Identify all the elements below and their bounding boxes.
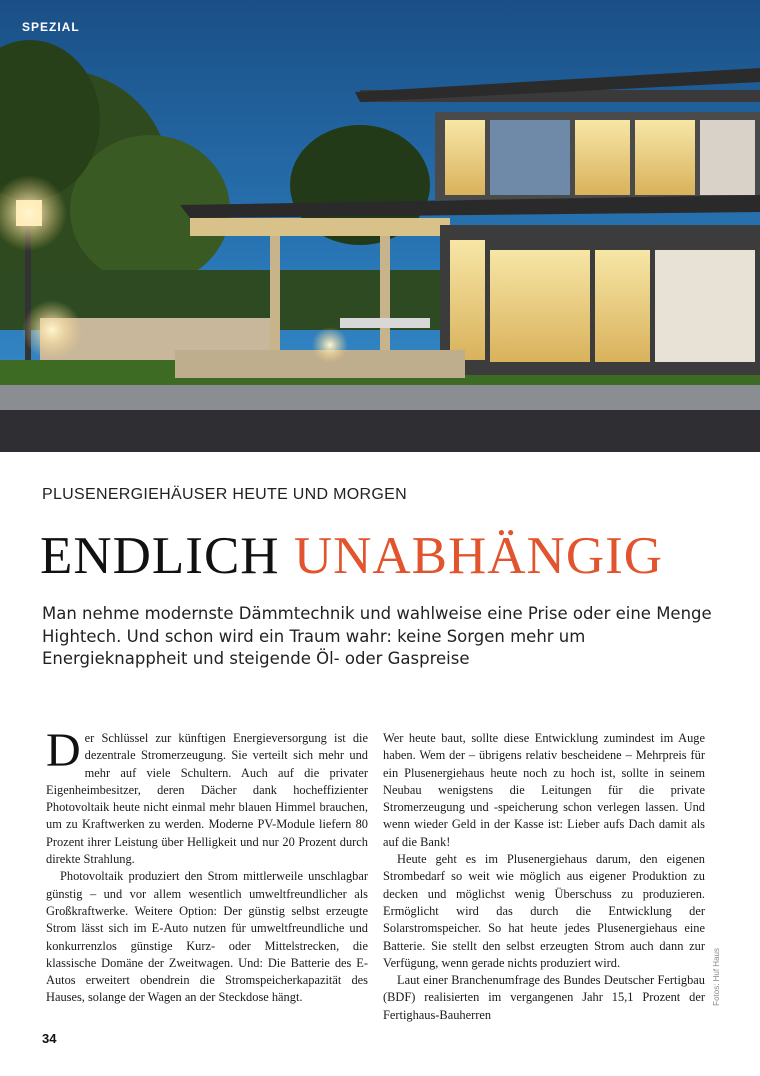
hero-photo xyxy=(0,0,760,452)
house-illustration xyxy=(0,0,760,452)
title-part-2: UNABHÄNGIG xyxy=(293,527,664,585)
text-column-2 xyxy=(383,730,705,1024)
title-part-1: ENDLICH xyxy=(40,527,280,585)
paragraph xyxy=(46,724,368,868)
photo-credit: Fotos: Huf Haus xyxy=(712,948,721,1006)
paragraph: Laut einer Branchenumfrage des Bundes Deutscher Fertigbau (BDF) realisierten im vergangenen Jahr 15,1 Prozent der Fertighaus-Bauherren xyxy=(383,973,705,1022)
paragraph: Wer heute baut, sollte diese Entwicklung zumindest im Auge haben. Wem der – übrigens relativ bescheidene – Mehrpreis für ein Plusenergiehaus heute noch zu hoch ist, sollte in seinem Neubau wenigstens die Leitungen für die private Stromerzeugung und -speicherung schon verlegen lassen. Und wenn wieder Geld in der Kasse ist: Lieber aufs Dach damit als auf die Bank! xyxy=(383,731,705,849)
text-column-1 xyxy=(46,724,368,1007)
article-lead: Man nehme modernste Dämmtechnik und wahlweise eine Prise oder eine Menge Hightech. Und schon wird ein Traum wahr: keine Sorgen mehr um Energieknappheit und steigende Öl- oder Gaspreise xyxy=(42,604,712,668)
page-number: 34 xyxy=(42,1031,57,1046)
article-title xyxy=(40,526,663,586)
drop-cap: D xyxy=(46,724,81,777)
paragraph-text: er Schlüssel zur künftigen Energieversorgung ist die dezentrale Stromerzeugung. Sie verteilt sich mehr und mehr auf viele Schultern. Auch auf die privater Eigenheimbesitzer, deren Dächer dank hocheffizienter Photovoltaik heute nicht einmal mehr blauen Himmel brauchen, um zu Kraftwerken zu werden. Moderne PV-Module liefern 80 Prozent ihrer Leistung über Helligkeit und nur 20 Prozent durch direkte Strahlung. xyxy=(46,731,368,867)
paragraph: Photovoltaik produziert den Strom mittlerweile unschlagbar günstig – und vor allem wesentlich umweltfreundlicher als Großkraftwerke. Weitere Option: Der günstig selbst erzeugte Strom lässt sich im E-Auto nutzen für umweltfreundliche und konkurrenzlos günstige Kurz- oder Mittelstrecken, die klassische Domäne der Zweitwagen. Und: Die Batterie des E-Autos erweitert obendrein die Stromspeicherkapazität des Hauses, solange der Wagen an der Steckdose hängt. xyxy=(46,869,368,1005)
paragraph: Heute geht es im Plusenergiehaus darum, den eigenen Strombedarf so weit wie möglich aus eigener Produktion zu decken und möglichst wenig Überschuss zu produzieren. Ermöglicht wird das durch die Entwicklung der Solarstromspeicher. So hat heute jedes Plusenergiehaus eine Batterie. Sie stellt den selbst erzeugten Strom auch dann zur Verfügung, wenn gerade nichts produziert wird. xyxy=(383,852,705,970)
article-kicker: PLUSENERGIEHÄUSER HEUTE UND MORGEN xyxy=(42,486,407,503)
section-tag: SPEZIAL xyxy=(22,20,80,34)
